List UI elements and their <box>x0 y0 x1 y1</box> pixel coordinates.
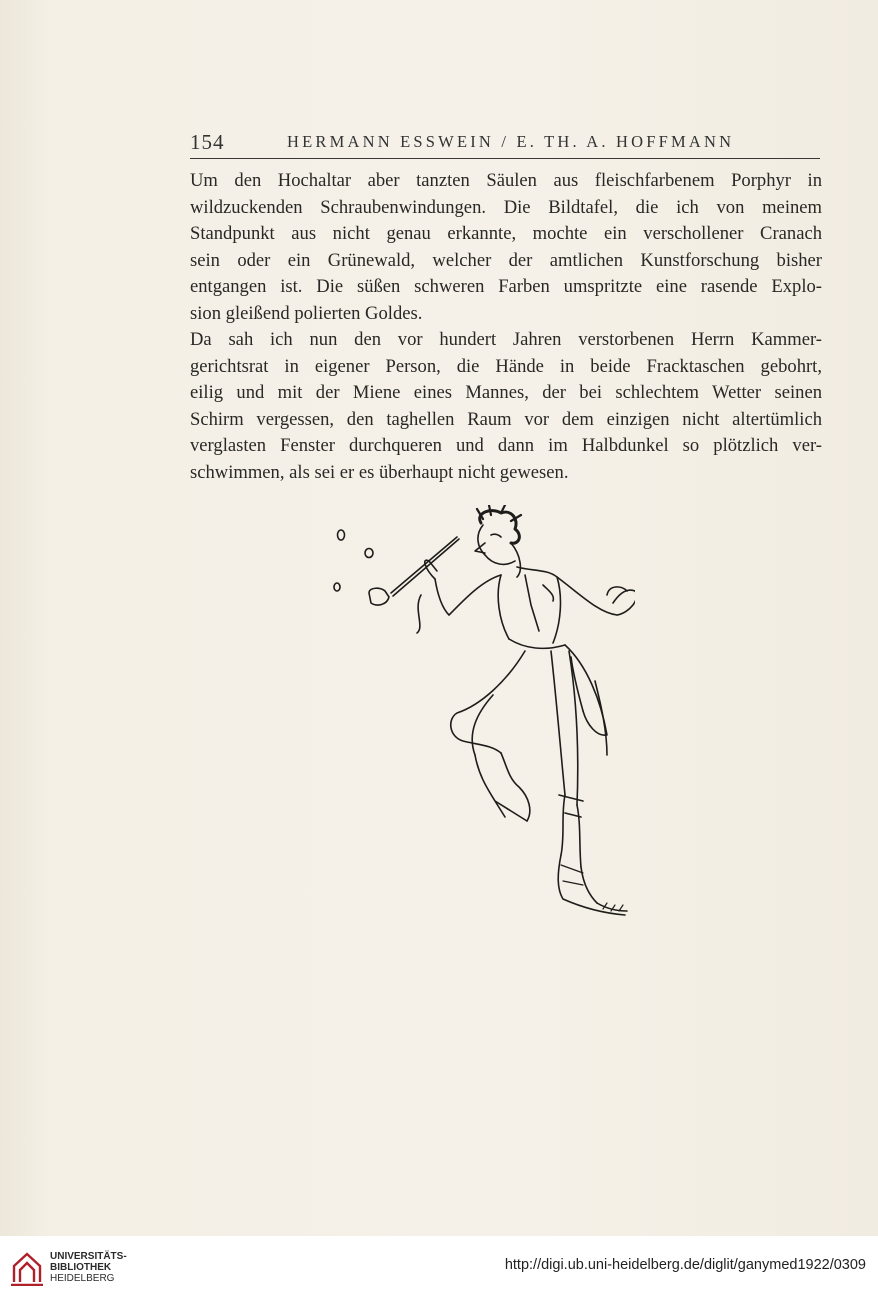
logo-line: BIBLIOTHEK <box>50 1262 112 1273</box>
text-line: eilig und mit der Miene eines Mannes, der bei schlechtem Wetter seinen <box>190 382 822 403</box>
running-title: HERMANN ESSWEIN / E. TH. A. HOFFMANN <box>287 132 735 151</box>
paragraph-2 <box>190 327 822 486</box>
text-line: sein oder ein Grünewald, welcher der amtlichen Kunstforschung bisher <box>190 249 822 271</box>
text-line: entgangen ist. Die süßen schweren Farben umspritzte eine rasende Explo- <box>190 276 822 297</box>
text-line: schwimmen, als sei er es überhaupt nicht gewesen. <box>190 461 569 483</box>
text-line: wildzuckenden Schraubenwindungen. Die Bildtafel, die ich von meinem <box>190 196 822 218</box>
text-line: Um den Hochaltar aber tanzten Säulen aus fleischfarbenem Porphyr in <box>190 170 822 191</box>
paragraph-1 <box>190 168 822 327</box>
text-line: gerichtsrat in eigener Person, die Hände in beide Fracktaschen gebohrt, <box>190 355 822 377</box>
body-text <box>190 168 822 486</box>
text-line: Da sah ich nun den vor hundert Jahren verstorbenen Herrn Kammer- <box>190 329 822 350</box>
text-line: Standpunkt aus nicht genau erkannte, mochte ein verschollener Cranach <box>190 223 822 244</box>
dancing-man-with-pipe-icon <box>325 505 635 930</box>
permalink-url[interactable]: http://digi.ub.uni-heidelberg.de/diglit/ganymed1922/0309 <box>504 1257 866 1273</box>
page-header <box>190 128 820 160</box>
text-line: Schirm vergessen, den taghellen Raum vor dem einzigen nicht altertümlich <box>190 408 822 430</box>
header-rule <box>190 158 820 159</box>
page-number: 154 <box>190 130 225 154</box>
library-logo-text <box>50 1251 127 1284</box>
library-logo-icon <box>10 1248 44 1286</box>
logo-line: UNIVERSITÄTS- <box>50 1251 127 1262</box>
logo-line: HEIDELBERG <box>50 1273 115 1284</box>
text-line: verglasten Fenster durchqueren und dann im Halbdunkel so plötzlich ver- <box>190 435 822 456</box>
library-footer <box>0 1236 878 1298</box>
text-line: sion gleißend polierten Goldes. <box>190 302 423 324</box>
